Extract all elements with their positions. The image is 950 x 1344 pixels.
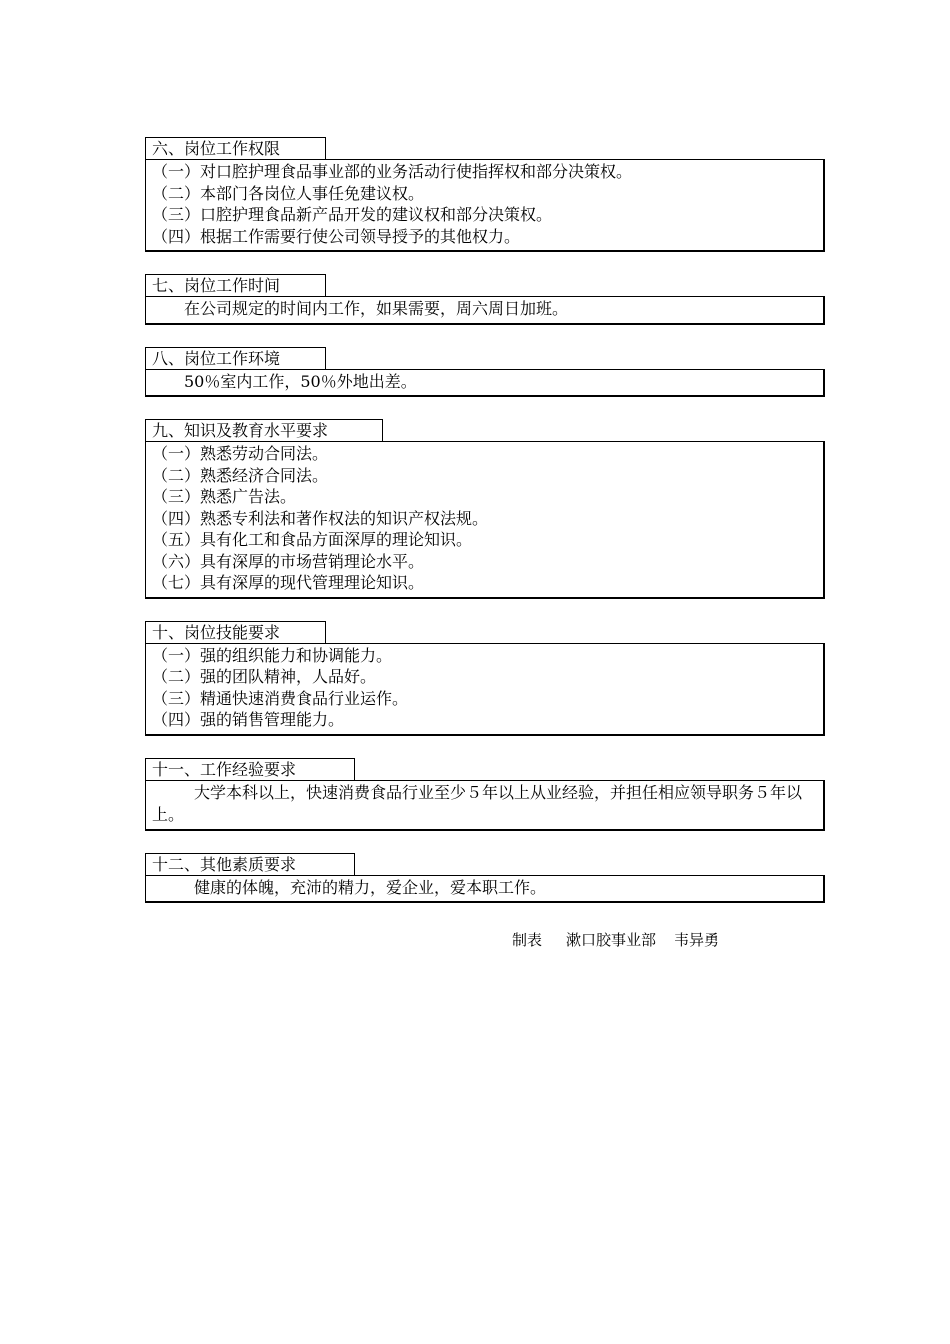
section-title: 十一、工作经验要求 [145, 758, 355, 780]
section-skills [145, 621, 825, 736]
section-work-environment [145, 347, 825, 398]
paragraph: 在公司规定的时间内工作，如果需要，周六周日加班。 [184, 299, 569, 318]
section-content [145, 296, 825, 325]
list-item: （三）熟悉广告法。 [152, 487, 297, 506]
section-title: 六、岗位工作权限 [145, 137, 326, 159]
list-item: （一）对口腔护理食品事业部的业务活动行使指挥权和部分决策权。 [152, 162, 633, 181]
list-item: （四）根据工作需要行使公司领导授予的其他权力。 [152, 226, 521, 246]
section-experience [145, 758, 825, 831]
section-content [145, 875, 825, 904]
paragraph: 健康的体魄，充沛的精力，爱企业，爱本职工作。 [194, 877, 547, 897]
list-item: （一）熟悉劳动合同法。 [152, 444, 329, 463]
signature-department: 漱口胶事业部 [566, 931, 657, 949]
section-authority [145, 137, 825, 252]
list-item: （六）具有深厚的市场营销理论水平。 [152, 551, 425, 571]
section-other-qualities [145, 853, 825, 904]
signature-label: 制表 [512, 931, 543, 949]
list-item: （三）口腔护理食品新产品开发的建议权和部分决策权。 [152, 205, 553, 224]
section-content [145, 441, 825, 599]
list-item: （二）熟悉经济合同法。 [152, 465, 329, 485]
section-content [145, 159, 825, 252]
paragraph: 大学本科以上，快速消费食品行业至少５年以上从业经验，并担任相应领导职务５年以上。 [152, 782, 803, 824]
section-title: 十二、其他素质要求 [145, 853, 355, 875]
signature-line [512, 929, 719, 950]
list-item: （七）具有深厚的现代管理理论知识。 [152, 573, 425, 592]
section-title: 十、岗位技能要求 [145, 621, 326, 643]
paragraph: 50％室内工作，50％外地出差。 [184, 371, 417, 391]
section-content [145, 369, 825, 398]
document-body [145, 137, 825, 925]
section-work-time [145, 274, 825, 325]
section-knowledge [145, 419, 825, 599]
list-item: （二）强的团队精神，人品好。 [152, 667, 377, 686]
section-title: 九、知识及教育水平要求 [145, 419, 383, 441]
section-title: 七、岗位工作时间 [145, 274, 326, 296]
signature-name: 韦异勇 [674, 931, 720, 949]
section-title: 八、岗位工作环境 [145, 347, 326, 369]
section-content [145, 780, 825, 831]
list-item: （五）具有化工和食品方面深厚的理论知识。 [152, 530, 473, 549]
list-item: （三）精通快速消费食品行业运作。 [152, 688, 409, 708]
list-item: （一）强的组织能力和协调能力。 [152, 645, 393, 665]
list-item: （二）本部门各岗位人事任免建议权。 [152, 183, 425, 203]
list-item: （四）强的销售管理能力。 [152, 710, 345, 729]
section-content [145, 643, 825, 736]
list-item: （四）熟悉专利法和著作权法的知识产权法规。 [152, 508, 489, 528]
